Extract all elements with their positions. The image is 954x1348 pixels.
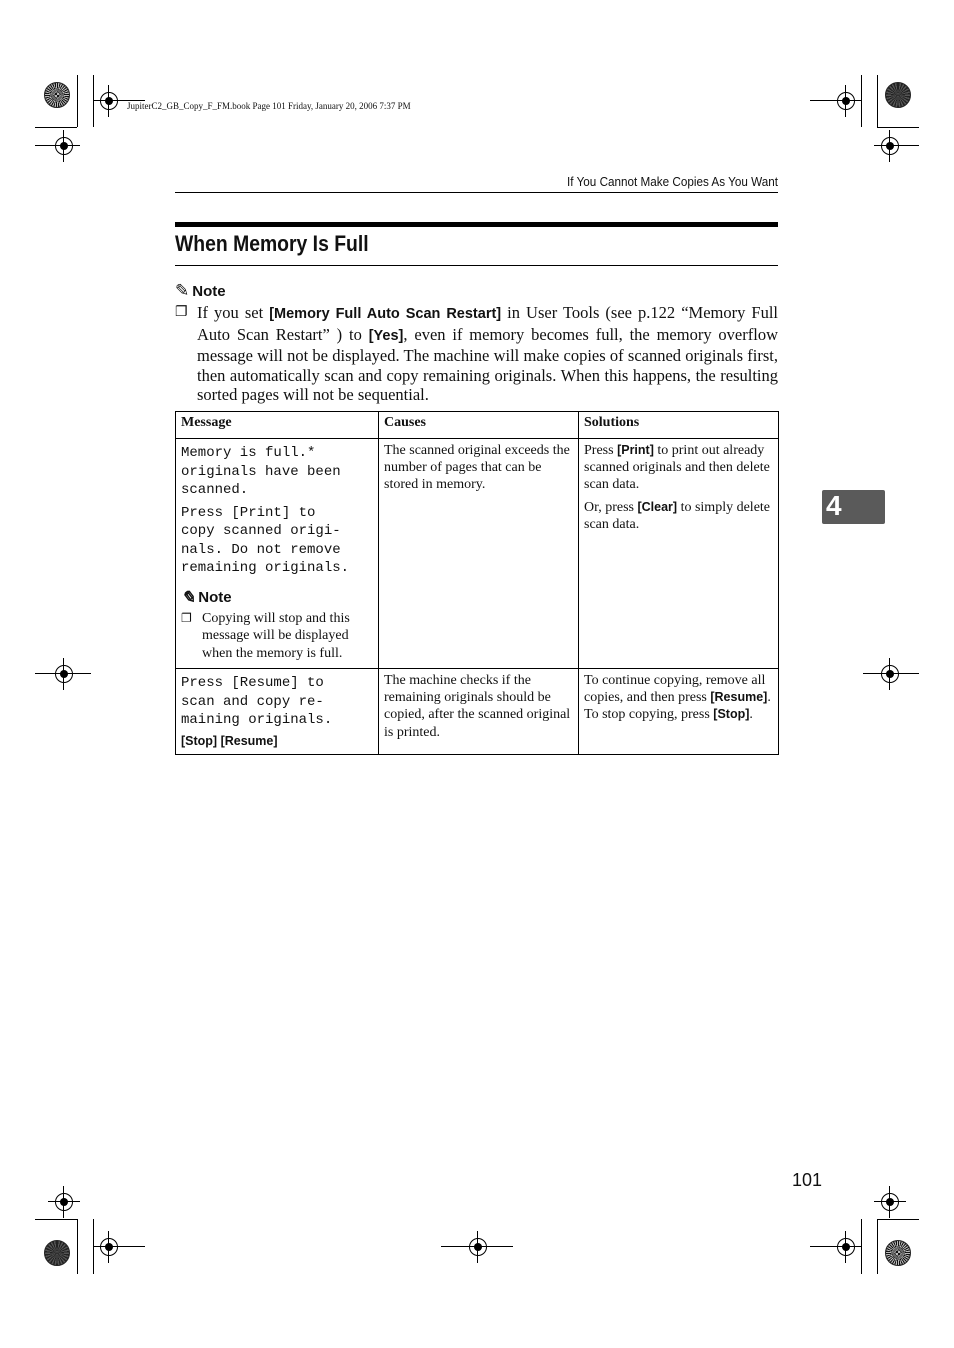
registration-target-icon — [881, 137, 899, 155]
checkbox-bullet-icon: ❐ — [181, 610, 192, 625]
solution-text: To continue copying, remove all copies, and then press [Resume]. To stop copying, press [Stop]. — [584, 673, 771, 723]
message-text: Press [Print] to copy scanned origi- nals. Do not remove remaining originals. — [181, 504, 350, 576]
note-heading — [175, 281, 226, 301]
chapter-number: 4 — [826, 490, 842, 521]
ui-key-print: [Print] — [617, 443, 654, 457]
note-text: Copying will stop and this message will be displayed when the memory is full. — [202, 610, 350, 661]
note-text: If you set [Memory Full Auto Scan Restart] in User Tools (see p.122 “Memory Full Auto Scan Restart” ) to [Yes], even if memory becomes full, the memory overflow message will not be displayed. The machine will make copies of scanned originals first, then automatically scan and copy remaining originals. When this happens, the resulting sorted pages will not be sequential. — [197, 303, 778, 405]
solution-cell — [579, 669, 779, 755]
note-label: Note — [192, 282, 226, 300]
ui-key-stop: [Stop] — [713, 707, 750, 722]
running-head: If You Cannot Make Copies As You Want — [567, 174, 778, 189]
chapter-tab — [822, 490, 885, 524]
registration-target-icon — [55, 1193, 73, 1211]
pencil-icon: ✎ — [181, 587, 196, 607]
checkbox-bullet-icon: ❐ — [175, 305, 188, 320]
message-text: Press [Resume] to scan and copy re- maining originals. — [181, 675, 333, 728]
registration-target-icon — [469, 1238, 487, 1256]
note-body — [175, 303, 778, 405]
ui-key-clear: [Clear] — [637, 499, 678, 514]
title-bar — [175, 222, 778, 227]
header-rule — [175, 192, 778, 193]
key-labels: [Stop] [Resume] — [181, 733, 278, 748]
solution-cell — [579, 439, 779, 669]
title-rule — [175, 265, 778, 266]
file-info: JupiterC2_GB_Copy_F_FM.book Page 101 Friday, January 20, 2006 7:37 PM — [127, 101, 411, 111]
cause-text: The machine checks if the remaining originals should be copied, after the scanned original is printed. — [384, 673, 571, 740]
note-heading — [181, 588, 373, 608]
page-number: 101 — [792, 1170, 823, 1190]
page-title: When Memory Is Full — [175, 231, 369, 256]
registration-rosette-icon — [885, 1240, 911, 1266]
table-row — [176, 439, 779, 669]
solution-text: Press [Print] to print out already scanned originals and then delete scan data. — [584, 443, 770, 493]
registration-target-icon — [55, 137, 73, 155]
table-header-row — [176, 412, 779, 439]
registration-rosette-icon — [885, 82, 911, 108]
registration-target-icon — [55, 665, 73, 683]
registration-rosette-icon — [44, 82, 70, 108]
cause-cell — [379, 669, 579, 755]
registration-target-icon — [837, 1238, 855, 1256]
ui-key-memory-full-auto-scan-restart: [Memory Full Auto Scan Restart] — [269, 306, 502, 322]
registration-target-icon — [881, 665, 899, 683]
message-table — [175, 411, 779, 755]
ui-key-resume: [Resume] — [710, 690, 768, 705]
registration-target-icon — [881, 1193, 899, 1211]
solution-text: Or, press [Clear] to simply delete scan data. — [584, 499, 771, 532]
note-label: Note — [198, 589, 232, 606]
cause-text: The scanned original exceeds the number of pages that can be stored in memory. — [384, 443, 570, 493]
cause-cell — [379, 439, 579, 669]
registration-target-icon — [837, 92, 855, 110]
registration-target-icon — [100, 92, 118, 110]
registration-target-icon — [100, 1238, 118, 1256]
note-body — [181, 610, 373, 663]
header-message: Message — [176, 412, 379, 439]
message-cell — [176, 439, 379, 669]
registration-rosette-icon — [44, 1240, 70, 1266]
header-causes: Causes — [379, 412, 579, 439]
table-row — [176, 669, 779, 755]
message-cell — [176, 669, 379, 755]
header-solutions: Solutions — [579, 412, 779, 439]
ui-key-yes: [Yes] — [368, 327, 404, 344]
pencil-icon: ✎ — [175, 281, 190, 300]
message-text: Memory is full.* originals have been scanned. — [181, 445, 341, 498]
